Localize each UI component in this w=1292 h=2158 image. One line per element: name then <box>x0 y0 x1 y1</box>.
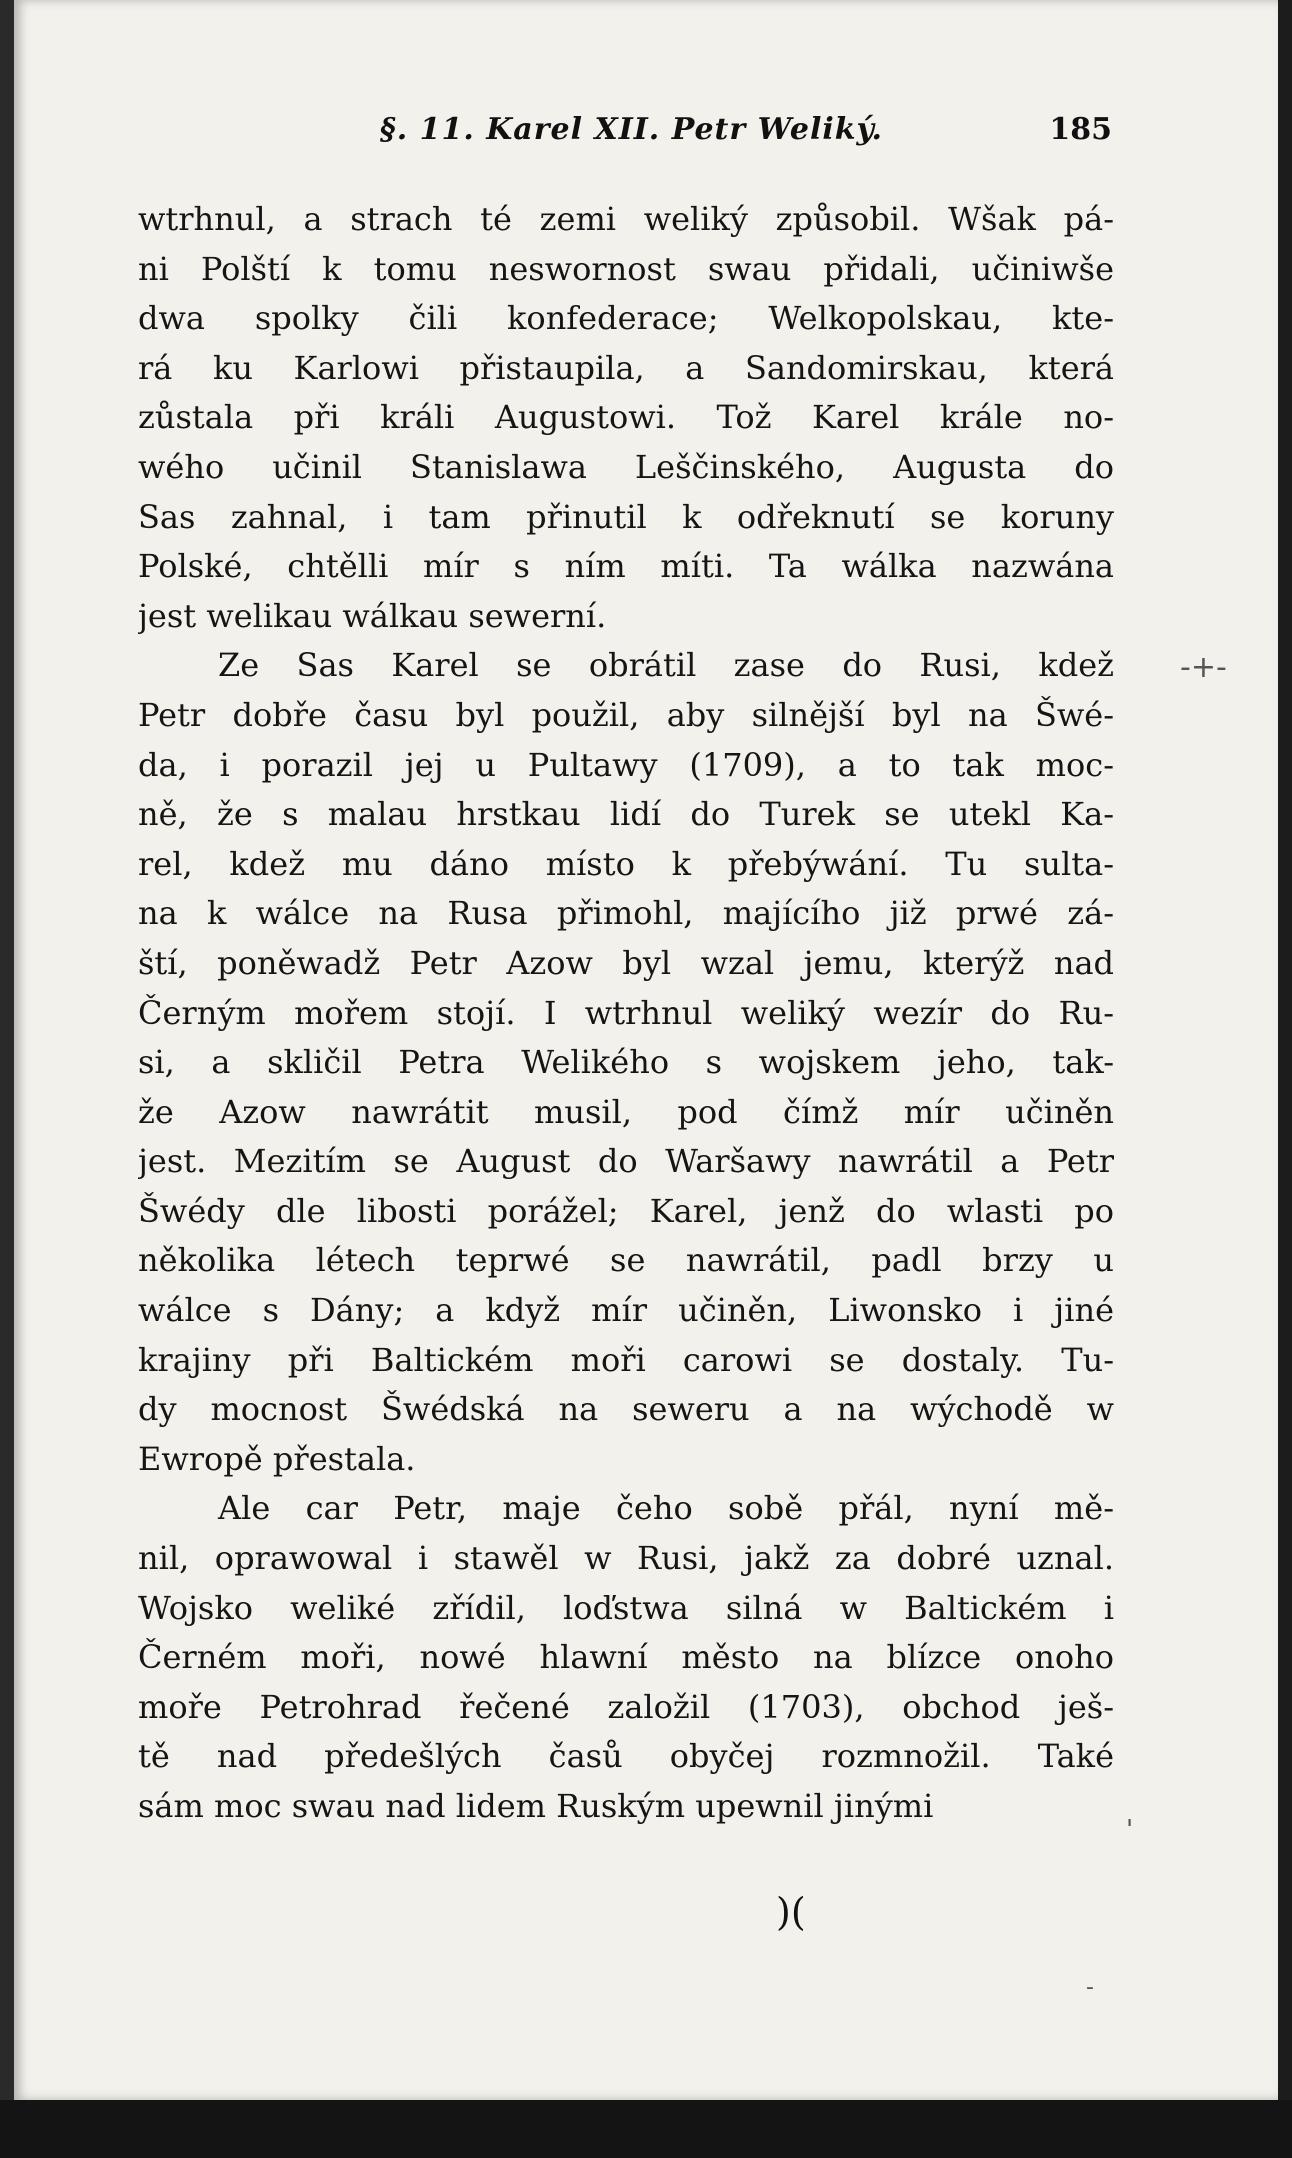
text-line: jest welikau wálkau sewerní. <box>138 596 607 635</box>
text-line: rá ku Karlowi přistaupila, a Sandomirskau, která <box>138 348 1114 387</box>
catchword: )( <box>776 1890 806 1934</box>
book-edge-right <box>1278 0 1292 2158</box>
text-line: několika létech teprwé se nawrátil, padl brzy u <box>138 1241 1114 1280</box>
text-line: Šwédy dle libosti porážel; Karel, jenž do wlasti po <box>138 1191 1114 1230</box>
text-line: Černém moři, nowé hlawní město na blízce onoho <box>138 1638 1114 1677</box>
text-line: Sas zahnal, i tam přinutil k odřeknutí se koruny <box>138 497 1114 536</box>
text-line: krajiny při Baltickém moři carowi se dostaly. Tu- <box>138 1340 1114 1379</box>
text-line: zůstala při králi Augustowi. Tož Karel krále no- <box>138 398 1114 437</box>
paragraph <box>138 641 1114 1484</box>
text-line: ně, že s malau hrstkau lidí do Turek se utekl Ka- <box>138 795 1114 834</box>
page-number: 185 <box>1049 112 1112 147</box>
text-line: Ewropě přestala. <box>138 1439 416 1478</box>
text-line: Wojsko weliké zřídil, loďstwa silná w Baltickém i <box>138 1588 1114 1627</box>
header-title: §. 11. Karel XII. Petr Weliký. <box>380 112 883 147</box>
text-line: Ze Sas Karel se obrátil zase do Rusi, kdež <box>218 646 1114 685</box>
text-line: wého učinil Stanislawa Leščinského, Augusta do <box>138 447 1114 486</box>
text-line: da, i porazil jej u Pultawy (1709), a to tak moc- <box>138 745 1114 784</box>
paragraph <box>138 1484 1114 1831</box>
text-line: wtrhnul, a strach té zemi weliký způsobil. Wšak pá- <box>138 200 1114 238</box>
margin-plus-mark: -+- <box>1180 650 1227 685</box>
running-header <box>140 112 1120 162</box>
text-line: jest. Mezitím se August do Waršawy nawrátil a Petr <box>138 1142 1114 1181</box>
text-line: wálce s Dány; a když mír učiněn, Liwonsko i jiné <box>138 1291 1114 1330</box>
text-line: Polské, chtělli mír s ním míti. Ta wálka nazwána <box>138 547 1114 586</box>
text-line: sám moc swau nad lidem Ruským upewnil jinými <box>138 1787 934 1825</box>
text-line: ni Polští k tomu neswornost swau přidali, učiniwše <box>138 249 1114 288</box>
margin-dot-mark: ' <box>1126 1815 1134 1845</box>
body-text <box>138 195 1114 1832</box>
text-line: Petr dobře času byl použil, aby silnější byl na Šwé- <box>138 695 1114 734</box>
text-line: že Azow nawrátit musil, pod čímž mír učiněn <box>138 1092 1114 1131</box>
text-line: Ale car Petr, maje čeho sobě přál, nyní mě- <box>218 1489 1114 1528</box>
book-edge-bottom <box>0 2100 1292 2158</box>
text-line: moře Petrohrad řečené založil (1703), obchod ješ- <box>138 1687 1114 1726</box>
text-line: Černým mořem stojí. I wtrhnul weliký wezír do Ru- <box>138 993 1114 1032</box>
text-line: dy mocnost Šwédská na seweru a na wýchodě w <box>138 1390 1114 1429</box>
book-edge-left <box>0 0 14 2158</box>
text-line: tě nad předešlých časů obyčej rozmnožil. Také <box>138 1737 1114 1776</box>
text-line: rel, kdež mu dáno místo k přebýwání. Tu sulta- <box>138 844 1114 883</box>
text-line: na k wálce na Rusa přimohl, majícího již prwé zá- <box>138 894 1114 933</box>
margin-dash-mark: - <box>1086 1975 1094 2000</box>
text-line: si, a skličil Petra Welikého s wojskem jeho, tak- <box>138 1043 1114 1082</box>
text-line: dwa spolky čili konfederace; Welkopolskau, kte- <box>138 299 1114 338</box>
paragraph <box>138 195 1114 641</box>
text-line: nil, oprawowal i stawěl w Rusi, jakž za dobré uznal. <box>138 1539 1114 1578</box>
text-line: ští, poněwadž Petr Azow byl wzal jemu, kterýž nad <box>138 943 1114 982</box>
